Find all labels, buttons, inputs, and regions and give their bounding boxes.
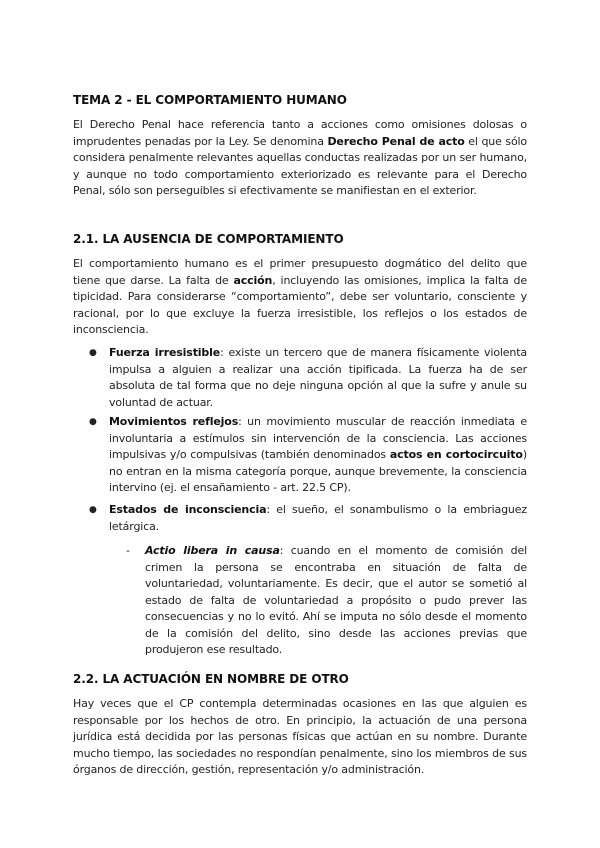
section-2-2-paragraph: Hay veces que el CP contempla determinadas ocasiones en las que alguien es responsable por los hechos de otro. En principio, la actuación de una persona jurídica está decidida por las personas físicas que actúan en su nombre. Durante mucho tiempo, las sociedades no respondían penalmente, sino los miembros de sus órganos de dirección, gestión, representación y/o administración. — [73, 697, 527, 776]
page-title: TEMA 2 - EL COMPORTAMIENTO HUMANO — [73, 93, 347, 107]
bold-term: Derecho Penal de acto — [327, 134, 465, 148]
list-item: ● Fuerza irresistible: existe un tercero que de manera físicamente violenta impulsa a alguien a realizar una acción tipificada. La fuerza ha de ser absoluta de tal forma que no deje ninguna opción al que la sufre y anule su voluntad de actuar. — [89, 346, 527, 409]
dash-icon: - — [126, 544, 130, 557]
list-term: Fuerza irresistible — [109, 346, 221, 359]
bullet-icon: ● — [89, 417, 97, 427]
section-heading-2-1: 2.1. LA AUSENCIA DE COMPORTAMIENTO — [73, 232, 344, 246]
list-term: Movimientos reflejos — [109, 415, 239, 428]
list-term: Estados de inconsciencia — [109, 503, 267, 516]
bullet-icon: ● — [89, 505, 97, 515]
section-2-1-paragraph: El comportamiento humano es el primer presupuesto dogmático del delito que tiene que darse. La falta de acción, incluyendo las omisiones, implica la falta de tipicidad. Para considerarse “comportamiento”, debe ser voluntario, consciente y racional, por lo que excluye la fuerza irresistible, los reflejos o los estados de inconsciencia. — [73, 257, 527, 336]
intro-paragraph: El Derecho Penal hace referencia tanto a acciones como omisiones dolosas o imprudentes penadas por la Ley. Se denomina Derecho Penal de acto el que sólo considera penalmente relevantes aquellas conductas realizadas por un ser humano, y aunque no todo comportamiento exteriorizado es relevante para el Derecho Penal, sólo son perseguibles si efectivamente se manifiestan en el exterior. — [73, 118, 528, 197]
sub-list-item: - Actio libera in causa: cuando en el momento de comisión del crimen la persona se encontraba en situación de falta de voluntariedad, voluntariamente. Es decir, que el autor se sometió al estado de falta de voluntariedad a propósito o pudo prever las consecuencias y no lo evitó. Ahí se imputa no sólo desde el momento de la comisión del delito, sino desde las acciones previas que produjeron ese resultado. — [126, 544, 527, 656]
section-heading-2-2: 2.2. LA ACTUACIÓN EN NOMBRE DE OTRO — [73, 672, 349, 686]
bold-term: actos en cortocircuito — [389, 448, 523, 461]
list-item: ● Movimientos reflejos: un movimiento muscular de reacción inmediata e involuntaria a estímulos sin intervención de la consciencia. Las acciones impulsivas y/o compulsivas (también denominados actos en cortocircuito) no entran en la misma categoría porque, aunque brevemente, la consciencia intervino (ej. el ensañamiento - art. 22.5 CP). — [89, 415, 527, 494]
list-term: Actio libera in causa — [145, 544, 280, 557]
list-item: ● Estados de inconsciencia: el sueño, el sonambulismo o la embriaguez letárgica. — [89, 503, 527, 533]
bold-term: acción — [233, 273, 273, 287]
bullet-icon: ● — [89, 348, 97, 358]
